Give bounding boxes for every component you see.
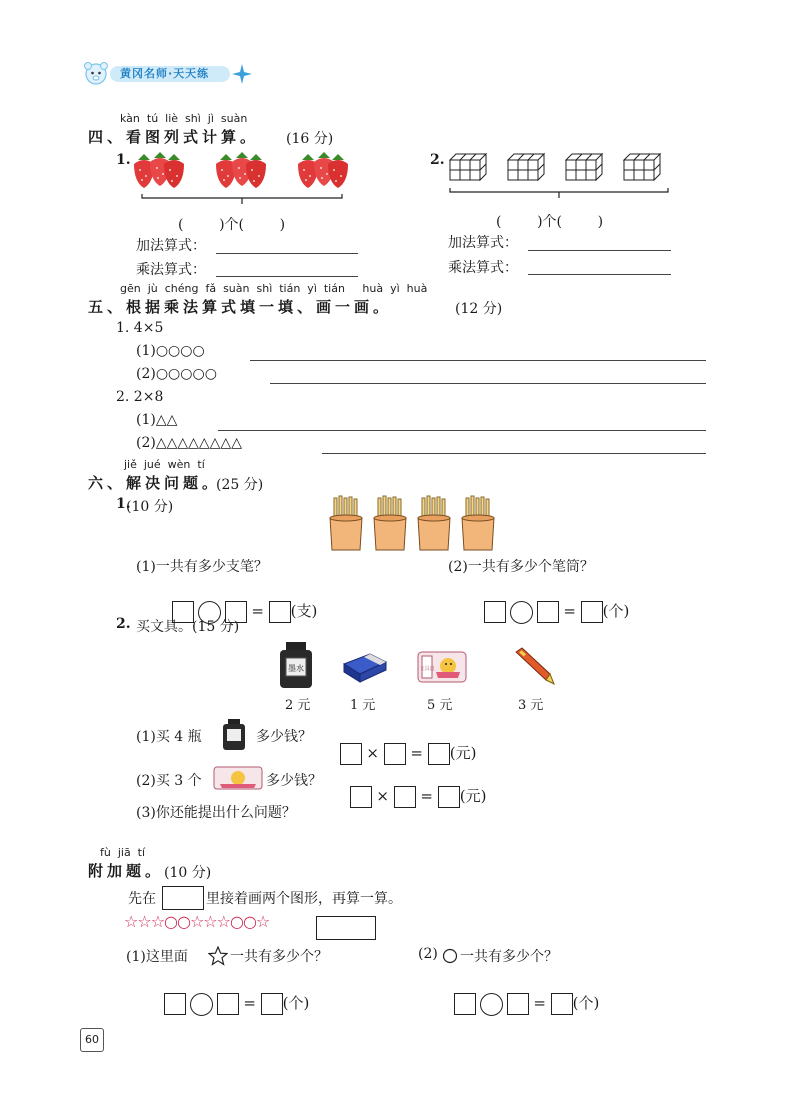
q6-2a-equation: × = (元) (330, 724, 476, 765)
q4-1-label: 1. (116, 152, 131, 168)
q4-1-mul-label: 乘法算式： (136, 262, 206, 278)
bonus-qa-equation: = (个) (154, 974, 309, 1016)
q6-2-title: 买文具。(15 分) (136, 619, 240, 635)
circle-icon (442, 948, 458, 964)
bonus-title: 附加题。 (88, 862, 165, 880)
bonus-qb-post: 一共有多少个？ (460, 949, 558, 965)
q6-2b-pre: (2)买 3 个 (136, 773, 202, 789)
pencil-cups-image (326, 494, 506, 556)
answer-box[interactable] (484, 601, 506, 623)
answer-box[interactable] (537, 601, 559, 623)
bonus-instr-post: 里接着画两个图形，再算一算。 (206, 891, 402, 907)
q4-2-add-line[interactable] (528, 250, 671, 251)
q4-1-add-label: 加法算式： (136, 238, 206, 254)
bonus-qb-pre: (2) (418, 946, 438, 962)
q6-2c-text: (3)你还能提出什么问题？ (136, 805, 296, 821)
answer-box[interactable] (581, 601, 603, 623)
section6-score: (25 分) (216, 477, 264, 493)
answer-box[interactable] (340, 743, 362, 765)
bonus-score: (10 分) (164, 865, 212, 881)
star-icon (208, 946, 228, 966)
q6-2a-pre: (1)买 4 瓶 (136, 729, 202, 745)
unit-label: (个) (282, 994, 310, 1012)
answer-box[interactable] (384, 743, 406, 765)
bonus-qa-post: 一共有多少个？ (230, 949, 328, 965)
answer-box[interactable] (261, 993, 283, 1015)
pencil-case-image (416, 646, 468, 686)
answer-box[interactable] (507, 993, 529, 1015)
bonus-qa-pre: (1)这里面 (126, 949, 188, 965)
q5-2b-text: (2)△△△△△△△△ (136, 435, 242, 451)
price-pen: 3 元 (518, 698, 544, 713)
pencil-case-icon (212, 764, 264, 792)
q5-1-label: 1. 4×5 (116, 320, 164, 336)
unit-label: (元) (459, 787, 487, 805)
q6-1-score: (10 分) (126, 499, 174, 515)
answer-box[interactable] (164, 993, 186, 1015)
section5-title: 五、根据乘法算式填一填、画一画。 (88, 298, 393, 316)
section6-pinyin: jiě jué wèn tí (124, 458, 205, 471)
q4-1-mul-line[interactable] (216, 276, 358, 277)
brand-title: 黄冈名师·天天练 (120, 67, 210, 80)
q5-2-label: 2. 2×8 (116, 389, 164, 405)
unit-label: (个) (602, 602, 630, 620)
bonus-instr-pre: 先在 (128, 891, 156, 907)
section5-pinyin: gēn jù chéng fǎ suàn shì tián yì tián huà yì huà (120, 282, 428, 295)
q5-1b-line[interactable] (270, 383, 706, 384)
answer-box[interactable] (350, 786, 372, 808)
q4-2-label: 2. (430, 152, 445, 168)
section6-title: 六、解决问题。 (88, 474, 222, 492)
q6-2a-post: 多少钱？ (256, 729, 312, 745)
price-pencil-case: 5 元 (427, 698, 453, 713)
section4-pinyin: kàn tú liè shì jì suàn (120, 112, 248, 125)
page-number: 60 (80, 1028, 104, 1052)
q6-1-label: 1. (116, 496, 131, 512)
pen-image (510, 644, 556, 686)
bonus-qb-equation: = (个) (444, 974, 599, 1016)
cubes-image (444, 148, 678, 210)
ink-label: 墨水 (288, 664, 304, 673)
bonus-pinyin: fù jiā tí (100, 846, 146, 859)
operator-circle[interactable] (190, 993, 213, 1016)
q4-2-mul-label: 乘法算式： (448, 260, 518, 276)
unit-label: (支) (290, 602, 318, 620)
answer-box[interactable] (269, 601, 291, 623)
q6-2b-post: 多少钱？ (266, 773, 322, 789)
strawberries-image (130, 146, 370, 208)
bear-icon (80, 60, 112, 86)
q4-2-add-label: 加法算式： (448, 235, 518, 251)
sparkle-icon (232, 64, 252, 84)
q4-1-add-line[interactable] (216, 253, 358, 254)
section5-score: (12 分) (455, 301, 503, 317)
answer-box[interactable] (428, 743, 450, 765)
header-brand (80, 60, 255, 86)
section4-score: (16 分) (286, 131, 334, 147)
section4-title: 四、看图列式计算。 (88, 128, 260, 146)
shape-sequence: ☆☆☆○○☆☆☆○○☆ (124, 912, 270, 931)
case-label: 文具盒 (419, 666, 435, 672)
example-box (162, 886, 204, 910)
q6-1b-equation: = (个) (474, 582, 629, 624)
q5-2a-line[interactable] (218, 430, 706, 431)
q5-2a-text: (1)△△ (136, 412, 178, 428)
q5-1a-line[interactable] (250, 360, 706, 361)
q5-1a-text: (1)○○○○ (136, 343, 205, 359)
ink-bottle-image (276, 640, 316, 690)
price-eraser: 1 元 (350, 698, 376, 713)
answer-box[interactable] (454, 993, 476, 1015)
q4-2-blank[interactable]: ( )个( ) (496, 214, 604, 230)
answer-box[interactable] (438, 786, 460, 808)
q6-1a-text: (1)一共有多少支笔？ (136, 559, 268, 575)
ink-bottle-icon (220, 718, 248, 752)
q5-1b-text: (2)○○○○○ (136, 366, 217, 382)
operator-circle[interactable] (510, 601, 533, 624)
q4-1-blank[interactable]: ( )个( ) (178, 217, 286, 233)
unit-label: (元) (449, 744, 477, 762)
eraser-image (340, 646, 390, 686)
q4-2-mul-line[interactable] (528, 274, 671, 275)
answer-box[interactable] (551, 993, 573, 1015)
q6-2-label: 2. (116, 616, 131, 632)
draw-answer-box[interactable] (316, 916, 376, 940)
operator-circle[interactable] (480, 993, 503, 1016)
answer-box[interactable] (217, 993, 239, 1015)
q6-1b-text: (2)一共有多少个笔筒？ (448, 559, 594, 575)
answer-box[interactable] (394, 786, 416, 808)
q5-2b-line[interactable] (322, 453, 706, 454)
unit-label: (个) (572, 994, 600, 1012)
q6-1a-equation: = (支) (162, 582, 317, 624)
q6-2b-equation: × = (元) (340, 767, 486, 808)
price-ink: 2 元 (285, 698, 311, 713)
